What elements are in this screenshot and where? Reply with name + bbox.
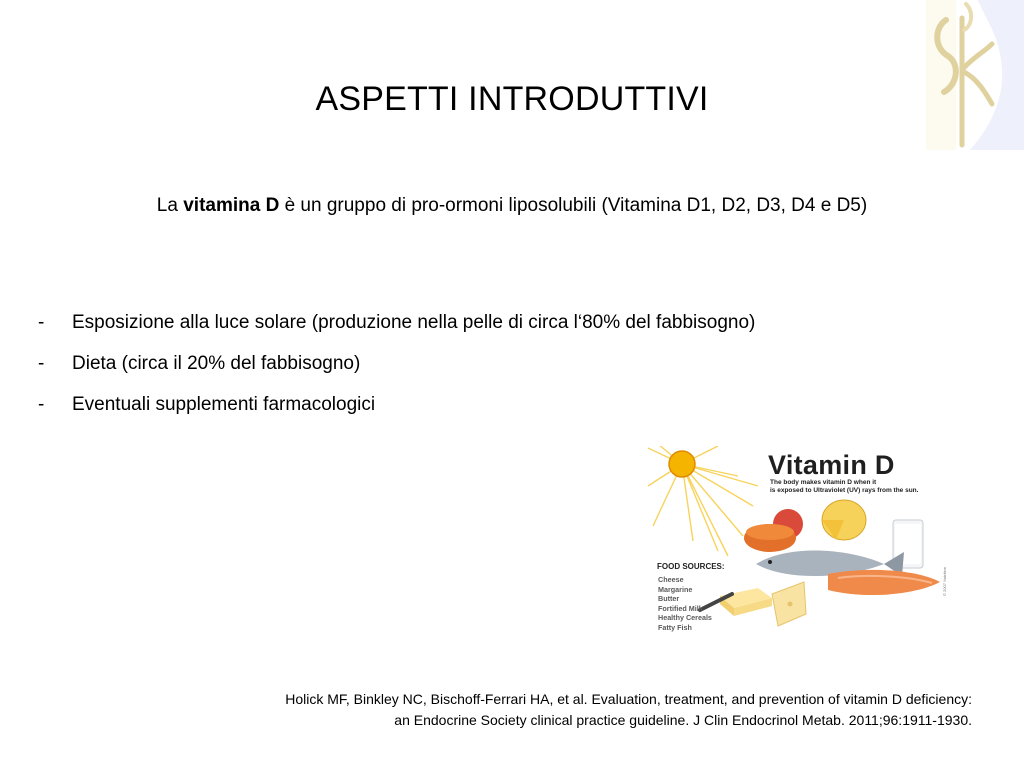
list-item bbox=[38, 312, 938, 353]
list-item: Cheese bbox=[658, 575, 684, 584]
vitamin-d-illustration bbox=[648, 446, 950, 642]
list-item: Margarine bbox=[658, 584, 693, 594]
bullet-text: Dieta (circa il 20% del fabbisogno) bbox=[72, 353, 361, 374]
slide-title: ASPETTI INTRODUTTIVI bbox=[315, 80, 709, 118]
list-item: Butter bbox=[658, 594, 680, 604]
reference-line2: an Endocrine Society clinical practice guideline. J Clin Endocrinol Metab. 2011;96:1911-1930. bbox=[394, 712, 972, 728]
bullet-list bbox=[38, 312, 938, 435]
image-title: Vitamin D bbox=[768, 450, 895, 480]
intro-text bbox=[0, 195, 1024, 217]
list-item: Fatty Fish bbox=[658, 622, 692, 632]
image-copyright: © 2007 Nutrition bbox=[942, 567, 947, 596]
intro-prefix: La bbox=[156, 195, 184, 216]
reference bbox=[72, 689, 972, 731]
food-sources-list bbox=[658, 575, 712, 633]
food-sources-title: FOOD SOURCES: bbox=[657, 562, 725, 571]
bullet-text: Esposizione alla luce solare (produzione nella pelle di circa l‘80% del fabbisogno) bbox=[72, 312, 756, 333]
bullet-dash: - bbox=[38, 353, 45, 374]
intro-suffix: è un gruppo di pro-ormoni liposolubili (Vitamina D1, D2, D3, D4 e D5) bbox=[279, 195, 868, 216]
intro-bold: vitamina D bbox=[183, 195, 280, 216]
image-subtitle-line1: The body makes vitamin D when it bbox=[770, 479, 877, 486]
list-item bbox=[38, 353, 938, 394]
bullet-text: Eventuali supplementi farmacologici bbox=[72, 394, 376, 415]
bullet-dash: - bbox=[38, 394, 45, 415]
bullet-dash: - bbox=[38, 312, 45, 333]
list-item: Fortified Milk bbox=[658, 603, 703, 613]
image-subtitle-line2: is exposed to Ultraviolet (UV) rays from the sun. bbox=[770, 487, 919, 494]
image-subtitle bbox=[770, 479, 940, 495]
logo bbox=[926, 0, 1024, 150]
reference-line1: Holick MF, Binkley NC, Bischoff-Ferrari HA, et al. Evaluation, treatment, and prevention of vitamin D deficiency: bbox=[285, 691, 972, 707]
list-item bbox=[38, 394, 938, 435]
list-item: Healthy Cereals bbox=[658, 613, 712, 623]
